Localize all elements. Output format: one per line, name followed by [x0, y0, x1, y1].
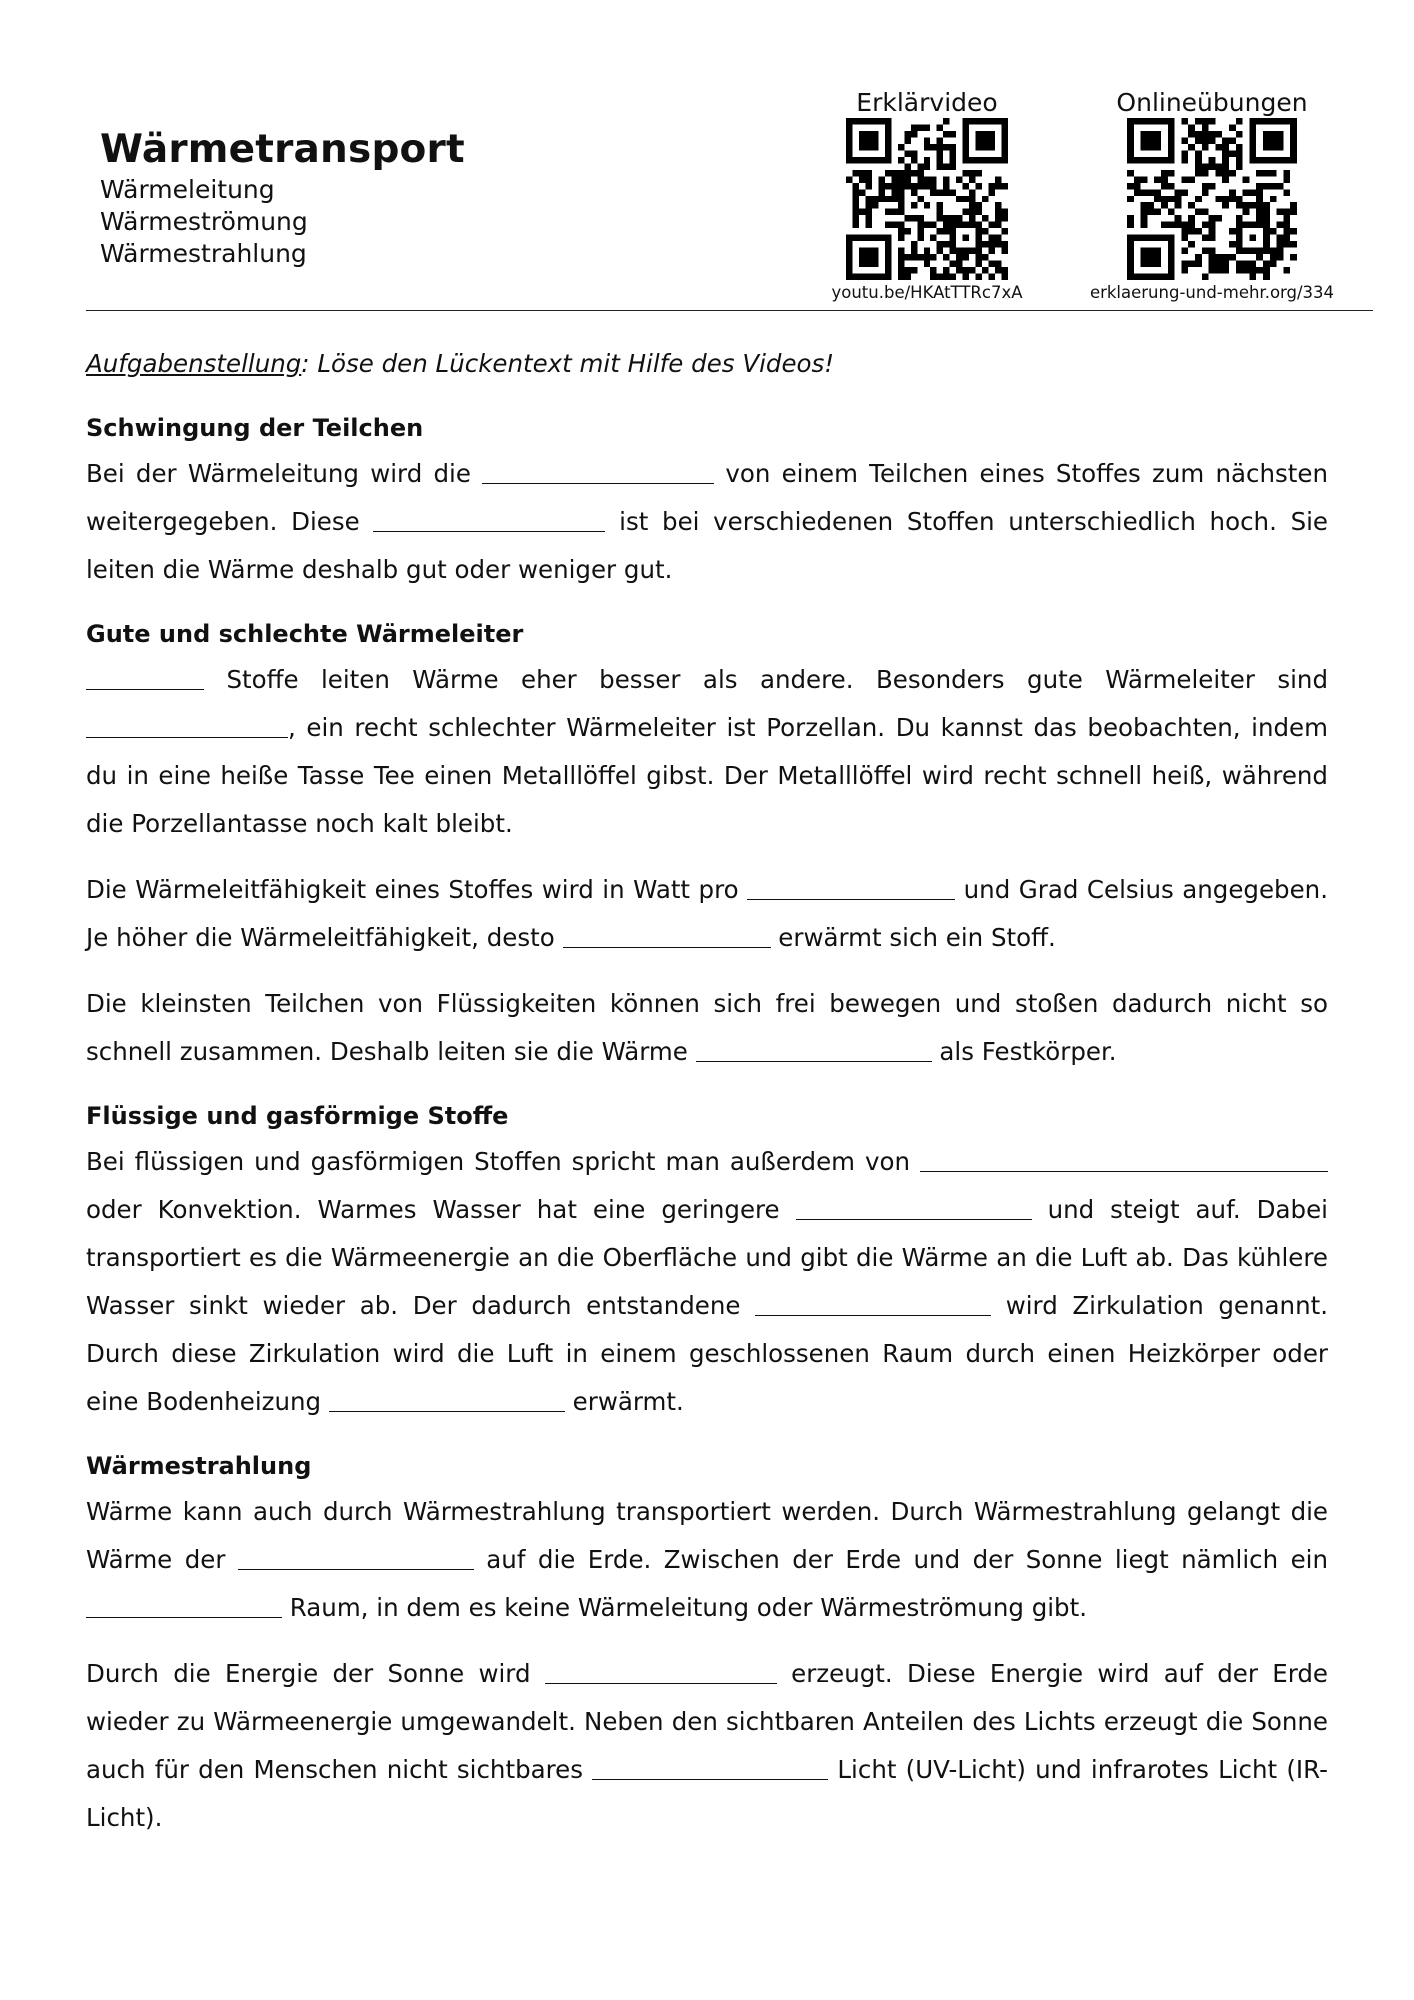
text-run: Stoffe leiten Wärme eher besser als andere. Besonders gute Wärmeleiter sind — [204, 665, 1328, 694]
text-run: Die Wärmeleitfähigkeit eines Stoffes wird in Watt pro — [86, 875, 748, 904]
text-run: erwärmt. — [564, 1387, 684, 1416]
blank-field[interactable] — [747, 875, 955, 901]
subtitle-2: Wärmeströmung — [100, 207, 308, 236]
text-run: wird Zirkulation genannt. Durch diese Zirkulation wird die Luft in einem geschlossenen Raum durch einen Heizkörper oder eine Bodenheizung — [86, 1291, 1328, 1416]
task-label: Aufgabenstellung — [86, 349, 302, 378]
paragraph-waermestrahlung-1 — [86, 1488, 1328, 1632]
text-run: als Festkörper. — [931, 1037, 1117, 1066]
worksheet-content — [86, 340, 1328, 1860]
blank-field[interactable] — [796, 1195, 1032, 1221]
qr-code-exercises-icon[interactable] — [1127, 118, 1297, 280]
blank-field[interactable] — [86, 665, 204, 691]
text-run: Bei flüssigen und gasförmigen Stoffen spricht man außerdem von — [86, 1147, 920, 1176]
page-title: Wärmetransport — [100, 127, 465, 172]
qr-block-video — [812, 88, 1042, 304]
heading-fluessige-gasfoermige: Flüssige und gasförmige Stoffe — [86, 1102, 509, 1130]
paragraph-schwingung — [86, 450, 1328, 594]
text-run: erzeugt. Diese Energie wird auf der Erde wieder zu Wärmeenergie umgewandelt. Neben den sichtbaren Anteilen des Lichts erzeugt die Sonne auch für den Menschen nicht sichtbares — [86, 1659, 1328, 1784]
blank-field[interactable] — [238, 1545, 474, 1571]
header-divider — [86, 310, 1373, 311]
text-run: , ein recht schlechter Wärmeleiter ist Porzellan. Du kannst das beobachten, indem du in eine heiße Tasse Tee einen Metalllöffel gibst. Der Metalllöffel wird recht schnell heiß, während die Porzellantasse noch kalt bleibt. — [86, 713, 1328, 838]
blank-field[interactable] — [86, 1593, 282, 1619]
blank-field[interactable] — [755, 1291, 991, 1317]
heading-waermeleiter: Gute und schlechte Wärmeleiter — [86, 620, 524, 648]
text-run: Licht (UV-Licht) und infrarotes Licht (IR-Licht). — [86, 1755, 1328, 1832]
qr-block-exercises — [1062, 88, 1362, 304]
task-text: : Löse den Lückentext mit Hilfe des Videos! — [301, 349, 835, 378]
text-run: ist bei verschiedenen Stoffen unterschiedlich hoch. Sie leiten die Wärme deshalb gut oder weniger gut. — [86, 507, 1328, 584]
heading-schwingung: Schwingung der Teilchen — [86, 414, 424, 442]
qr-label-exercises: Onlineübungen — [1116, 88, 1308, 117]
blank-field[interactable] — [696, 1037, 932, 1063]
blank-field[interactable] — [545, 1659, 777, 1685]
paragraph-waermeleiter-3 — [86, 980, 1328, 1076]
qr-url-exercises[interactable]: erklaerung-und-mehr.org/334 — [1089, 283, 1335, 302]
qr-url-video[interactable]: youtu.be/HKAtTTRc7xA — [831, 283, 1023, 302]
text-run: Raum, in dem es keine Wärmeleitung oder Wärmeströmung gibt. — [282, 1593, 1087, 1622]
text-run: Durch die Energie der Sonne wird — [86, 1659, 545, 1688]
subtitle-1: Wärmeleitung — [100, 175, 275, 204]
text-run: oder Konvektion. Warmes Wasser hat eine geringere — [86, 1195, 796, 1224]
blank-field[interactable] — [592, 1755, 828, 1781]
text-run: erwärmt sich ein Stoff. — [770, 923, 1056, 952]
text-run: von einem Teilchen eines Stoffes zum nächsten weitergegeben. Diese — [86, 459, 1329, 536]
task-instruction — [86, 340, 1328, 388]
text-run: auf die Erde. Zwischen der Erde und der Sonne liegt nämlich ein — [473, 1545, 1328, 1574]
paragraph-konvektion — [86, 1138, 1328, 1426]
paragraph-waermeleiter-1 — [86, 656, 1328, 848]
text-run: Wärme kann auch durch Wärmestrahlung transportiert werden. Durch Wärmestrahlung gelangt die Wärme der — [86, 1497, 1328, 1574]
blank-field[interactable] — [482, 459, 714, 485]
blank-field[interactable] — [920, 1147, 1328, 1173]
blank-field[interactable] — [373, 507, 605, 533]
text-run: Die kleinsten Teilchen von Flüssigkeiten können sich frei bewegen und stoßen dadurch nicht so schnell zusammen. Deshalb leiten sie die Wärme — [86, 989, 1328, 1066]
heading-waermestrahlung: Wärmestrahlung — [86, 1452, 312, 1480]
qr-label-video: Erklärvideo — [856, 88, 998, 117]
text-run: und Grad Celsius angegeben. Je höher die Wärmeleitfähigkeit, desto — [86, 875, 1328, 952]
paragraph-waermestrahlung-2 — [86, 1650, 1328, 1842]
blank-field[interactable] — [329, 1387, 565, 1413]
title-block — [100, 126, 465, 270]
text-run: Bei der Wärmeleitung wird die — [86, 459, 483, 488]
subtitle-3: Wärmestrahlung — [100, 239, 307, 268]
blank-field[interactable] — [563, 923, 771, 949]
qr-code-video-icon[interactable] — [846, 118, 1008, 280]
blank-field[interactable] — [86, 713, 288, 739]
text-run: und steigt auf. Dabei transportiert es die Wärmeenergie an die Oberfläche und gibt die Wärme an die Luft ab. Das kühlere Wasser sinkt wieder ab. Der dadurch entstandene — [86, 1195, 1328, 1320]
paragraph-waermeleiter-2 — [86, 866, 1328, 962]
